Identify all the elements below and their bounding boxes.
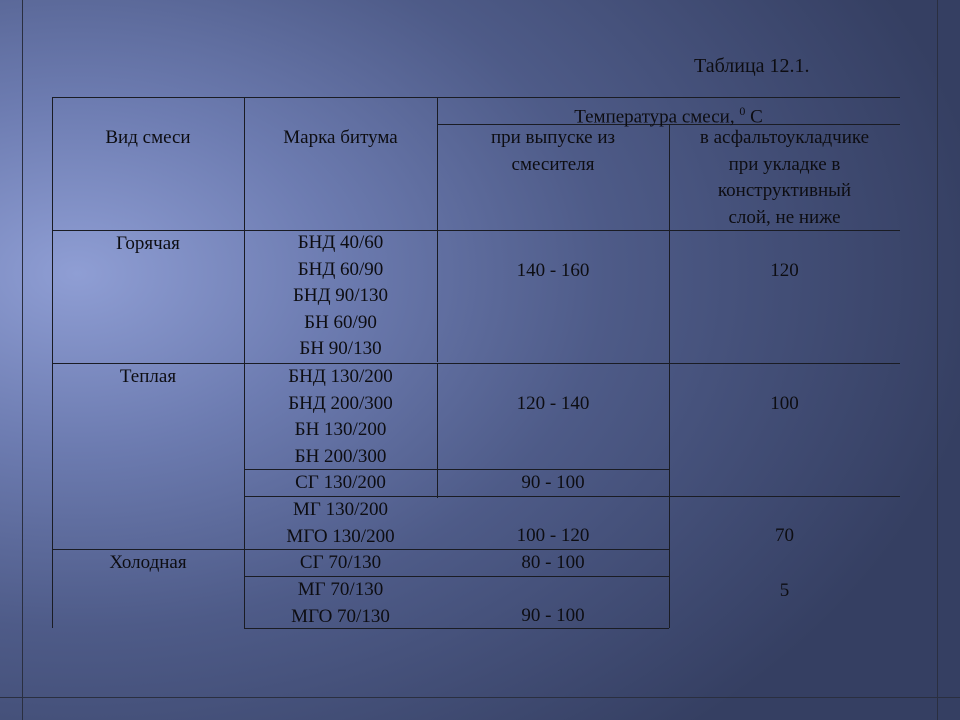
paver-temp-warm-1: 100	[770, 393, 799, 414]
paver-temp-cold: 5	[779, 580, 790, 601]
header-in-paver-line3: конструктивный	[717, 180, 852, 201]
mix-type-hot: Горячая	[116, 233, 180, 254]
grades-warm-1	[244, 364, 437, 470]
release-temp-cold-1: 80 - 100	[521, 552, 585, 573]
mix-type-warm: Теплая	[119, 366, 177, 387]
grade-item: СГ 70/130	[299, 552, 382, 573]
grade-item: БН 90/130	[299, 338, 382, 359]
grade-item: БНД 40/60	[297, 232, 384, 253]
header-bitumen-grade: Марка битума	[283, 127, 398, 148]
release-temp-cold-2: 90 - 100	[521, 605, 585, 626]
header-mix-type: Вид смеси	[105, 127, 191, 148]
header-at-release	[437, 125, 669, 178]
header-at-release-line2: смесителя	[511, 153, 595, 175]
grades-warm-3	[244, 497, 437, 550]
grades-cold-2	[244, 577, 437, 630]
grade-item: БНД 90/130	[292, 285, 389, 306]
grade-item: МГ 70/130	[297, 579, 384, 600]
header-in-paver-line4: слой, не ниже	[728, 206, 841, 228]
grades-cold-1	[244, 550, 437, 577]
header-in-paver	[669, 125, 900, 231]
grade-item: БНД 200/300	[288, 392, 393, 414]
mix-type-cold: Холодная	[109, 552, 187, 573]
grade-item: БН 60/90	[304, 311, 377, 333]
release-temp-warm-3: 100 - 120	[516, 525, 590, 546]
grade-item: БНД 60/90	[297, 258, 384, 280]
grade-item: МГ 130/200	[293, 499, 388, 520]
header-in-paver-line2: при укладке в	[728, 153, 841, 175]
degree-superscript: 0	[739, 104, 746, 118]
grade-item: БНД 130/200	[288, 366, 393, 387]
slide-frame-line-left	[22, 0, 23, 720]
grade-item: МГО 130/200	[286, 525, 395, 547]
release-temp-warm-2: 90 - 100	[521, 472, 585, 493]
grade-item: СГ 130/200	[295, 472, 386, 493]
header-in-paver-line1: в асфальтоукладчике	[699, 127, 870, 148]
header-at-release-line1: при выпуске из	[490, 127, 616, 148]
table-caption: Таблица 12.1.	[694, 55, 810, 77]
grade-item: МГО 70/130	[291, 605, 390, 627]
slide-frame-line-right	[937, 0, 938, 720]
release-temp-hot: 140 - 160	[516, 260, 590, 281]
paver-temp-warm-3: 70	[775, 525, 794, 546]
paver-temp-hot: 120	[770, 260, 799, 281]
grade-item: БН 200/300	[294, 445, 387, 467]
header-temperature-text: Температура смеси,	[574, 106, 735, 128]
degree-unit: С	[750, 106, 763, 128]
grades-hot	[244, 230, 437, 363]
release-temp-warm-1: 120 - 140	[516, 393, 590, 414]
slide-frame-line-bottom	[0, 697, 960, 698]
grades-warm-2	[244, 470, 437, 497]
grade-item: БН 130/200	[294, 419, 387, 440]
